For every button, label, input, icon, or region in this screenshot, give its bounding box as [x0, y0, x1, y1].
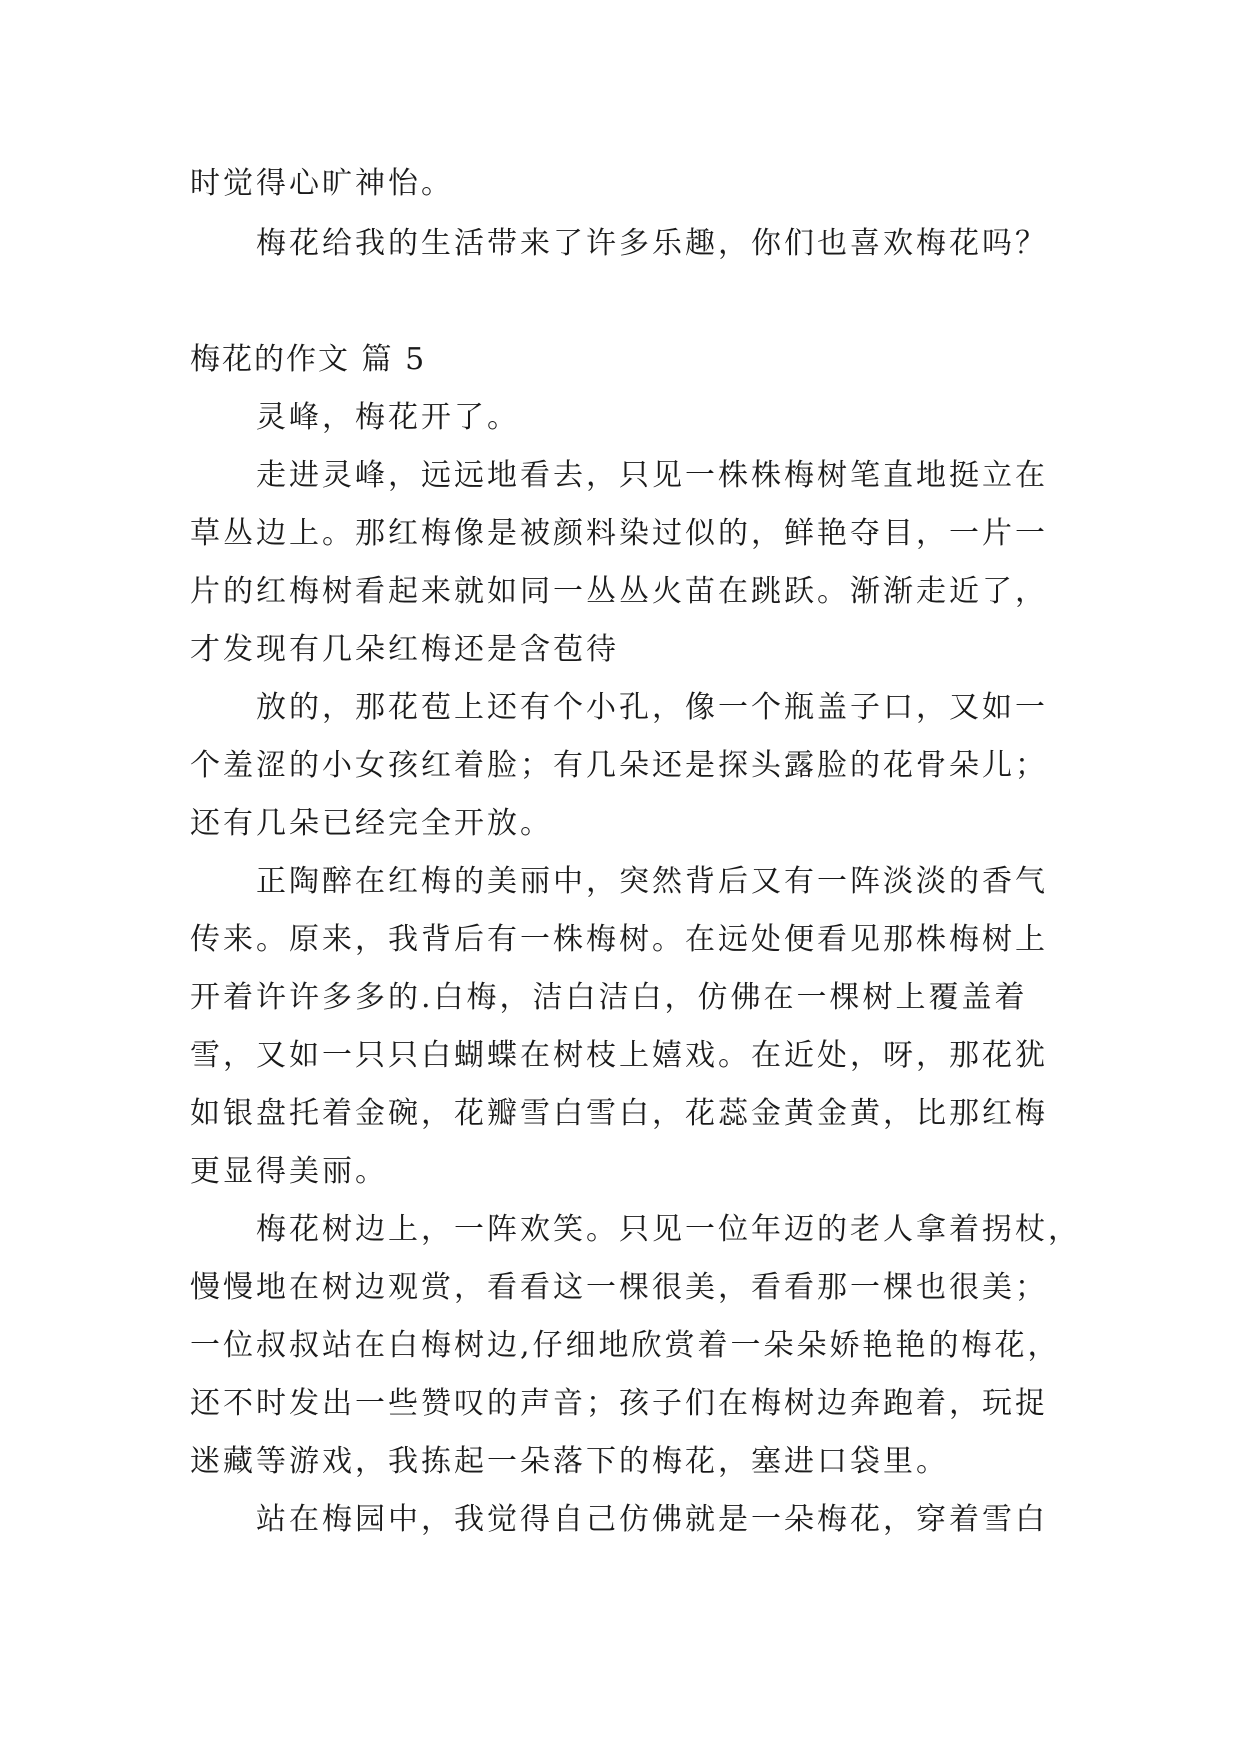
text-line: 片的红梅树看起来就如同一丛丛火苗在跳跃。渐渐走近了，: [190, 574, 1048, 609]
text-line: 传来。原来，我背后有一株梅树。在远处便看见那株梅树上: [190, 922, 1048, 957]
text-line: 慢慢地在树边观赏，看看这一棵很美，看看那一棵也很美；: [190, 1270, 1048, 1305]
text-line: 时觉得心旷神怡。: [190, 166, 454, 201]
text-line: 才发现有几朵红梅还是含苞待: [190, 632, 619, 667]
text-line: 灵峰，梅花开了。: [256, 400, 520, 435]
text-line: 梅花树边上，一阵欢笑。只见一位年迈的老人拿着拐杖，: [256, 1212, 1081, 1247]
text-line: 更显得美丽。: [190, 1154, 388, 1189]
text-line: 站在梅园中，我觉得自己仿佛就是一朵梅花，穿着雪白: [256, 1502, 1048, 1537]
text-line: 雪，又如一只只白蝴蝶在树枝上嬉戏。在近处，呀，那花犹: [190, 1038, 1048, 1073]
section-title: 梅花的作文 篇 5: [190, 342, 427, 377]
text-line: 开着许许多多的.白梅，洁白洁白，仿佛在一棵树上覆盖着: [190, 980, 1028, 1015]
text-line: 草丛边上。那红梅像是被颜料染过似的，鲜艳夺目，一片一: [190, 516, 1048, 551]
text-line: 个羞涩的小女孩红着脸；有几朵还是探头露脸的花骨朵儿；: [190, 748, 1048, 783]
text-line: 如银盘托着金碗，花瓣雪白雪白，花蕊金黄金黄，比那红梅: [190, 1096, 1048, 1131]
text-line: 迷藏等游戏，我拣起一朵落下的梅花，塞进口袋里。: [190, 1444, 949, 1479]
text-line: 正陶醉在红梅的美丽中，突然背后又有一阵淡淡的香气: [256, 864, 1048, 899]
text-line: 还有几朵已经完全开放。: [190, 806, 553, 841]
text-line: 放的，那花苞上还有个小孔，像一个瓶盖子口，又如一: [256, 690, 1048, 725]
text-line: 还不时发出一些赞叹的声音；孩子们在梅树边奔跑着，玩捉: [190, 1386, 1048, 1421]
text-line: 一位叔叔站在白梅树边,仔细地欣赏着一朵朵娇艳艳的梅花，: [190, 1328, 1061, 1363]
text-line: 梅花给我的生活带来了许多乐趣，你们也喜欢梅花吗？: [256, 226, 1048, 261]
text-line: 走进灵峰，远远地看去，只见一株株梅树笔直地挺立在: [256, 458, 1048, 493]
